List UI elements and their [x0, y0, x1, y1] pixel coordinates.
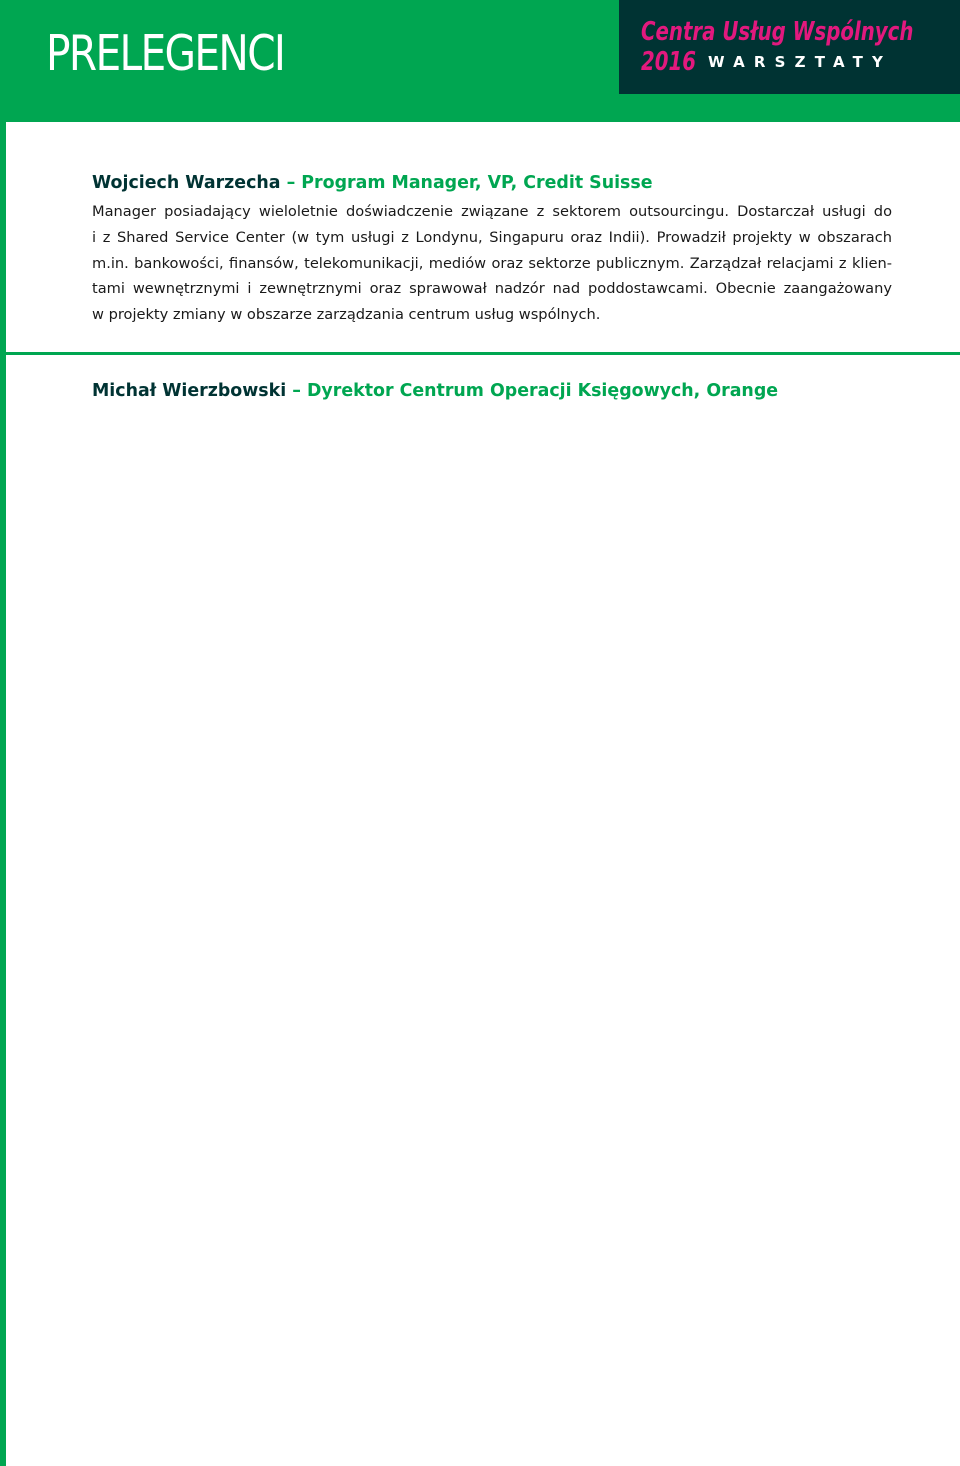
event-badge: [619, 0, 960, 94]
speaker-heading: [92, 170, 892, 196]
bio-line: m.in. bankowości, finansów, telekomunikacji, mediów oraz sektorze publicznym. Zarządzał relacjami z klien-: [92, 254, 892, 272]
bio-line: tami wewnętrznymi i zewnętrznymi oraz sprawował nadzór nad poddostawcami. Obecnie zaangażowany: [92, 280, 892, 298]
event-name: Centra Usług Wspólnych: [641, 17, 914, 47]
speaker-role: – Dyrektor Centrum Operacji Księgowych, Orange: [292, 381, 779, 401]
bio-line: i z Shared Service Center (w tym usługi z Londynu, Singapuru oraz Indii). Prowadził projekty w obszarach: [92, 228, 892, 246]
speaker-bio: [92, 199, 892, 328]
speaker-entry: [92, 170, 892, 328]
speaker-role: – Program Manager, VP, Credit Suisse: [286, 173, 653, 193]
bio-line: w projekty zmiany w obszarze zarządzania centrum usług wspólnych.: [92, 306, 601, 324]
page-title: PRELEGENCI: [46, 25, 285, 82]
section-divider: [6, 352, 960, 355]
bio-line: Manager posiadający wieloletnie doświadczenie związane z sektorem outsourcingu. Dostarczał usługi do: [92, 203, 892, 220]
speaker-name: Michał Wierzbowski: [92, 381, 287, 401]
speaker-name: Wojciech Warzecha: [92, 173, 281, 193]
speaker-entry: [92, 378, 892, 404]
event-subtitle: WARSZTATY: [708, 53, 893, 71]
speaker-heading: [92, 378, 892, 404]
event-year: 2016: [641, 47, 697, 77]
